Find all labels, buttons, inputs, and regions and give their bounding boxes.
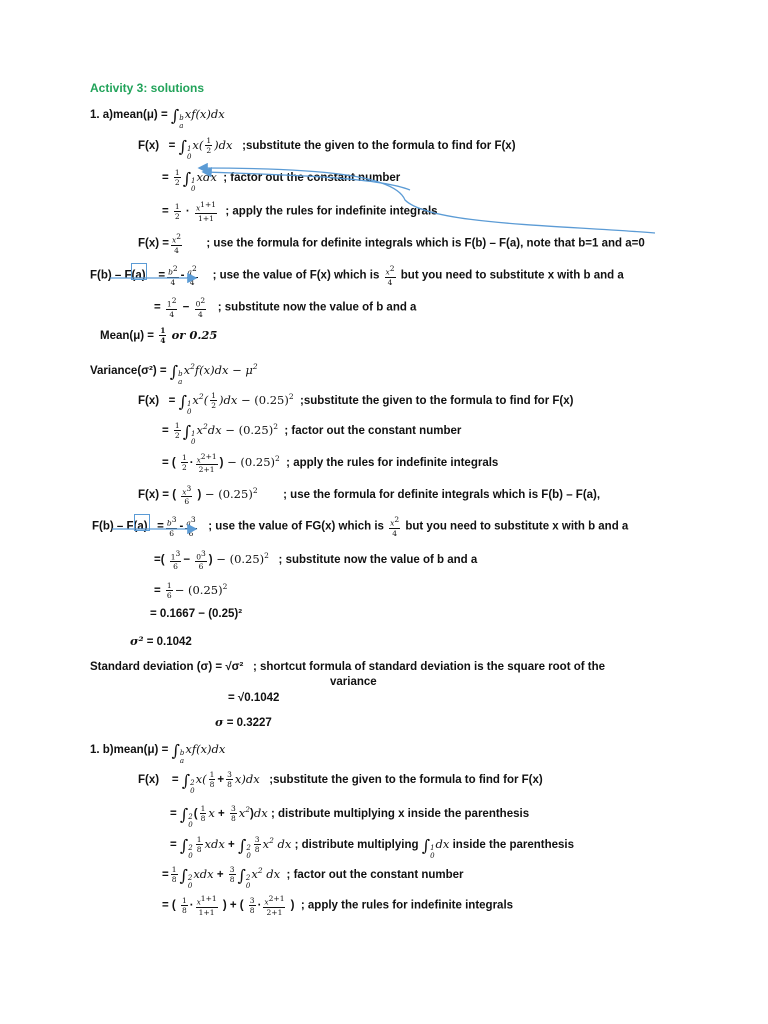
- mean-a-step-3: = $\frac{1}{2}$ · $\frac{x^{1+1}}{1+1}$ ; apply the rules for indefinite integrals: [162, 200, 438, 223]
- mean-a-result: Mean(μ) = $\frac{1}{4}$ or 0.25: [100, 326, 218, 346]
- step-note: ; substitute now the value of b and a: [278, 553, 478, 566]
- step-note: ; apply the rules for indefinite integrals: [225, 205, 438, 218]
- step-note: ; factor out the constant number: [223, 172, 401, 184]
- step-note: ; substitute now the value of b and a: [217, 301, 417, 314]
- step-note: ;substitute the given to the formula to find for F(x): [269, 774, 543, 786]
- sd-note-line-2: variance: [330, 676, 377, 688]
- mean-a-step-1: F(x) = ∫ 1 0 x( $\frac{1}{2}$ )dx ;substitute the given to the formula to find for F(x): [138, 136, 516, 161]
- arrow-to-constant-factor: [200, 168, 655, 233]
- variance-heading: Variance(σ²) = ∫ b a $x^2f(x)dx - \mu^2$: [90, 361, 258, 386]
- fx-label: F(x): [138, 774, 160, 786]
- step-note: ; use the value of FG(x) which is: [208, 520, 384, 533]
- arrow-to-integral: [204, 172, 410, 190]
- variance-step-2: = $\frac{1}{2}$ ∫ 1 0 $x^2dx - (0.25)^2$ ; factor out the constant number: [162, 421, 462, 446]
- step-note: ; distribute multiplying: [294, 838, 419, 851]
- mean-b-label: 1. b)mean(μ) =: [90, 744, 169, 756]
- mean-b-step-5: = ( $\frac{1}{8}$ · $\frac{x^{1+1}}{1+1}$ ) + ( $\frac{3}{8}$ · $\frac{x^{2+1}}{2+1}$ ) ; apply the rules for indefinite integrals: [162, 894, 514, 917]
- step-note: ; use the formula for definite integrals which is F(b) – F(a),: [283, 488, 601, 501]
- step-note: ; apply the rules for indefinite integrals: [300, 899, 514, 912]
- mean-b-heading: 1. b)mean(μ) = ∫ b a xf(x)dx: [90, 741, 226, 765]
- mean-result-label: Mean(μ) =: [100, 330, 155, 342]
- sd-result-value: = 0.3227: [226, 717, 272, 729]
- mean-b-step-1: F(x) = ∫ 2 0 x( $\frac{1}{8}$ + $\frac{3}{8}$ x)dx ;substitute the given to the formula to find for F(x): [138, 770, 543, 795]
- step-note: ;substitute the given to the formula to find for F(x): [242, 140, 516, 152]
- variance-result-value: = 0.1042: [146, 636, 192, 648]
- step-note: ; factor out the constant number: [286, 868, 464, 881]
- variance-step-6: =( $\frac{1^3}{6}$ − $\frac{0^3}{6}$ ) − $(0.25)^2$ ; substitute now the value of b and a: [154, 548, 478, 572]
- step-note: ; use the formula for definite integrals which is F(b) – F(a), note that b=1 and a=0: [206, 237, 645, 250]
- mean-a-heading: 1. a)mean(μ) = ∫ b a xf(x)dx: [90, 106, 225, 130]
- variance-step-5: F(b) – F(a) = $\frac{b^3}{6}$ - $\frac{a^3}{6}$ ; use the value of FG(x) which is $\frac{x^2}{4}$ but you need to substitute x with b and a: [92, 515, 629, 538]
- mean-b-step-2: = ∫ 2 0 ( $\frac{1}{8}$ x + $\frac{3}{8}$ $x^2)dx$ ; distribute multiplying x inside the parenthesis: [170, 804, 530, 829]
- variance-step-1: F(x) = ∫ 1 0 $x^2$( $\frac{1}{2}$ )$dx - (0.25)^2$ ;substitute the given to the formula to find for F(x): [138, 391, 574, 416]
- mean-a-step-6: = $\frac{1^2}{4}$ − $\frac{0^2}{4}$ ; substitute now the value of b and a: [154, 296, 417, 319]
- fb-fa-label: F(b) – F(a): [92, 520, 148, 533]
- variance-result-label: σ²: [130, 634, 144, 648]
- step-note: ; factor out the constant number: [284, 424, 462, 437]
- mean-b-step-3: = ∫ 2 0 $\frac{1}{8}$ xdx + ∫ 2 0 $\frac{3}{8}$ $x^2$ dx ; distribute multiplying ∫ 1 0 dx inside the parenthesis: [170, 835, 575, 860]
- mean-result-value: or 0.25: [171, 328, 218, 342]
- variance-step-3: = ( $\frac{1}{2}$ · $\frac{x^{2+1}}{2+1}$ ) − $(0.25)^2$ ; apply the rules for indefinite integrals: [162, 451, 499, 475]
- variance-step-8: = 0.1667 − (0.25)²: [150, 608, 243, 620]
- mean-a-label: 1. a)mean(μ) =: [90, 109, 168, 121]
- variance-label: Variance(σ²) =: [90, 364, 167, 377]
- sd-label: Standard deviation (σ) = √σ²: [90, 661, 244, 673]
- step-note: ; shortcut formula of standard deviation is the square root of the: [252, 661, 606, 673]
- fx-label: F(x) =: [138, 488, 169, 501]
- step-note: but you need to substitute x with b and a: [405, 520, 629, 533]
- mean-a-step-5: F(b) – F(a) = $\frac{b^2}{4}$ - $\frac{a^2}{4}$ ; use the value of F(x) which is $\frac{x^2}{4}$ but you need to substitute x with b and a: [90, 264, 624, 287]
- fx-label: F(x): [138, 394, 160, 407]
- sd-step-2: = √0.1042: [228, 692, 280, 704]
- document-title: Activity 3: solutions: [90, 81, 205, 95]
- fx-label: F(x): [138, 140, 160, 152]
- mean-a-step-2: = $\frac{1}{2}$ ∫ 1 0 xdx ; factor out the constant number: [162, 168, 401, 193]
- step-note: ; use the value of F(x) which is: [212, 269, 380, 282]
- sd-result-label: σ: [215, 715, 224, 729]
- step-note: ;substitute the given to the formula to find for F(x): [300, 394, 574, 407]
- fx-label: F(x) =: [138, 237, 169, 250]
- variance-step-4: F(x) = ( $\frac{x^3}{6}$ ) − $(0.25)^2$ ; use the formula for definite integrals which is F(b) – F(a),: [138, 483, 601, 507]
- step-note: ; distribute multiplying x inside the parenthesis: [270, 807, 530, 820]
- step-note: inside the parenthesis: [452, 838, 575, 851]
- mean-a-step-4: F(x) = $\frac{x^2}{4}$ ; use the formula for definite integrals which is F(b) – F(a), note that b=1 and a=0: [138, 232, 645, 255]
- variance-step-7: = $\frac{1}{6}$ − $(0.25)^2$: [154, 581, 228, 601]
- fb-fa-label: F(b) – F(a): [90, 269, 146, 282]
- step-note: but you need to substitute x with b and a: [400, 269, 624, 282]
- mean-b-step-4: = $\frac{1}{8}$ ∫ 2 0 xdx + $\frac{3}{8}$ ∫ 2 0 $x^2$ dx ; factor out the constant number: [162, 865, 464, 890]
- step-note: ; apply the rules for indefinite integrals: [286, 456, 499, 469]
